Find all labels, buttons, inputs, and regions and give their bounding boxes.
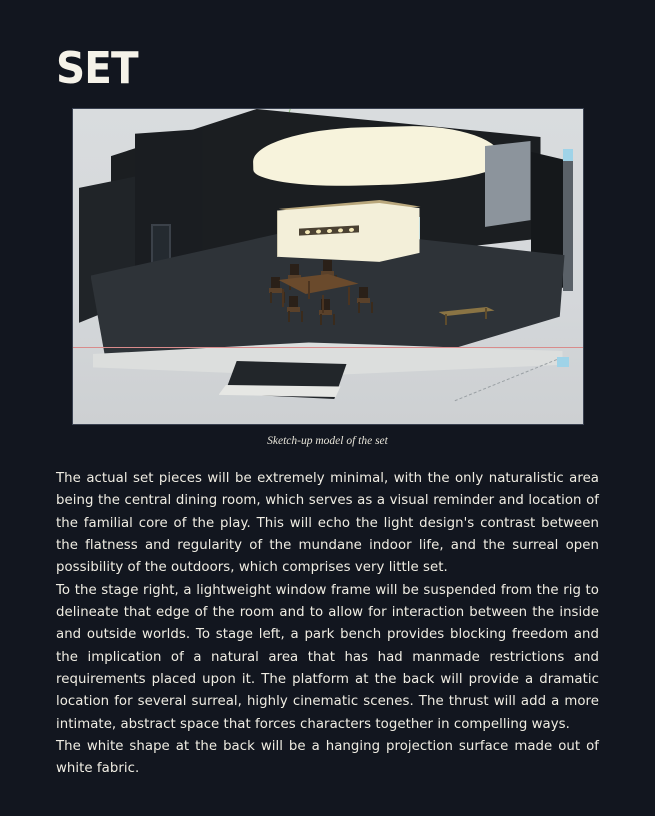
page-title: SET [56,43,138,94]
paragraph-2: To the stage right, a lightweight window frame will be suspended from the rig to delineate that edge of the room and to allow for interaction between the inside and outside worlds. To stage left, a park bench provides blocking freedom and the implication of a natural area that has had manmade restrictions and requirements placed upon it. The platform at the back will provide a dramatic location for several surreal, highly cinematic scenes. The thrust will add a more intimate, abstract space that forces characters together in compelling ways. [56,582,599,732]
blue-marker-apron [557,357,569,367]
park-bench [439,307,495,327]
sketchup-set-model-image [72,108,584,425]
dining-room-box [277,203,420,267]
stage-left-edge [563,161,573,291]
stage-left-grey-panel [485,141,531,227]
figure-caption: Sketch-up model of the set [267,435,388,447]
paragraph-3: The white shape at the back will be a hanging projection surface made out of white fabric. [56,738,599,777]
blue-marker-right [563,149,573,161]
paragraph-1: The actual set pieces will be extremely minimal, with the only naturalistic area being the central dining room, which serves as a visual reminder and location of the familial core of the play. This will echo the light design's contrast between the flatness and regularity of the mundane indoor life, and the surreal open possibility of the outdoors, which comprises very little set. [56,471,599,576]
body-copy [56,468,599,781]
chair [357,287,370,313]
dining-table-legs [278,285,354,307]
axis-red-line [73,347,583,348]
figure-block [56,108,599,447]
